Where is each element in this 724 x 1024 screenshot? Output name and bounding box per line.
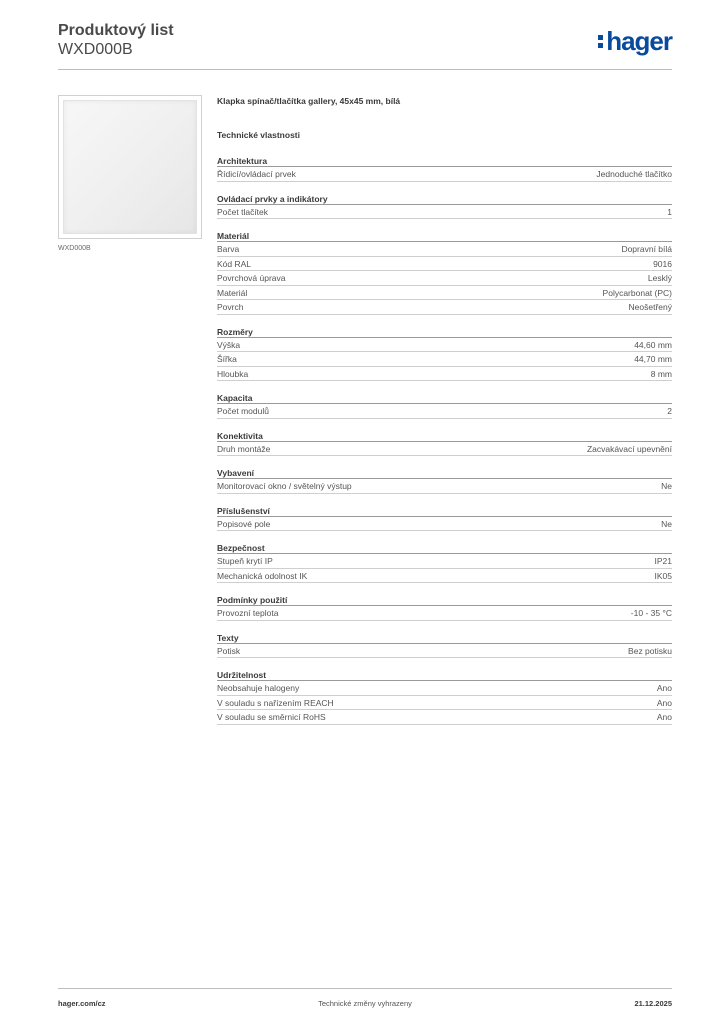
spec-row <box>217 517 672 532</box>
spec-section <box>217 594 672 621</box>
spec-row <box>217 338 672 353</box>
product-photo <box>63 100 197 234</box>
logo-dots-icon <box>598 33 604 49</box>
spec-value: Polycarbonat (PC) <box>602 287 672 298</box>
spec-section-title: Konektivita <box>217 430 672 442</box>
spec-row <box>217 404 672 419</box>
spec-row <box>217 710 672 725</box>
spec-value: IP21 <box>654 556 672 566</box>
spec-section-title: Rozměry <box>217 326 672 338</box>
spec-value: Jednoduché tlačítko <box>596 169 672 179</box>
spec-sections <box>217 155 672 725</box>
spec-label: Šířka <box>217 354 237 364</box>
spec-label: Potisk <box>217 645 241 656</box>
spec-label: Počet tlačítek <box>217 206 269 217</box>
spec-section <box>217 230 672 315</box>
spec-section-title: Bezpečnost <box>217 542 672 554</box>
spec-section <box>217 155 672 182</box>
spec-row <box>217 286 672 301</box>
spec-section <box>217 392 672 419</box>
spec-section <box>217 542 672 583</box>
spec-row <box>217 205 672 220</box>
spec-value: 2 <box>667 406 672 416</box>
page-footer <box>58 988 672 1012</box>
spec-section-title: Ovládací prvky a indikátory <box>217 193 672 205</box>
spec-label: Výška <box>217 339 241 350</box>
spec-value: Ano <box>656 712 672 722</box>
spec-row <box>217 479 672 494</box>
technical-properties-heading: Technické vlastnosti <box>217 130 300 140</box>
footer-date: 21.12.2025 <box>634 999 672 1008</box>
product-image <box>58 95 202 239</box>
spec-value: Ne <box>661 518 672 529</box>
spec-label: Počet modulů <box>217 406 269 416</box>
spec-section-title: Texty <box>217 632 672 644</box>
spec-row <box>217 696 672 711</box>
spec-row <box>217 554 672 569</box>
spec-label: Mechanická odolnost IK <box>217 570 308 581</box>
spec-row <box>217 352 672 367</box>
spec-value: Ne <box>661 481 672 491</box>
spec-section <box>217 430 672 457</box>
spec-value: 44,60 mm <box>634 339 672 350</box>
spec-value: 44,70 mm <box>634 354 672 364</box>
spec-section-title: Podmínky použití <box>217 594 672 606</box>
spec-value: 8 mm <box>650 368 672 379</box>
spec-section <box>217 193 672 220</box>
spec-label: Druh montáže <box>217 443 271 454</box>
spec-section <box>217 467 672 494</box>
spec-row <box>217 257 672 272</box>
hager-logo <box>598 26 672 57</box>
spec-label: V souladu se směrnicí RoHS <box>217 712 326 722</box>
spec-value: 9016 <box>653 258 672 269</box>
spec-value: IK05 <box>654 570 672 581</box>
spec-label: Neobsahuje halogeny <box>217 683 300 693</box>
spec-label: Popisové pole <box>217 518 271 529</box>
spec-value: Neošetřený <box>628 302 672 312</box>
spec-row <box>217 606 672 621</box>
product-name: Klapka spínač/tlačítka gallery, 45x45 mm, bílá <box>217 96 401 106</box>
spec-value: -10 - 35 °C <box>630 608 672 618</box>
logo-text: hager <box>606 26 672 56</box>
spec-label: Provozní teplota <box>217 608 279 618</box>
spec-label: Monitorovací okno / světelný výstup <box>217 481 352 491</box>
spec-label: Hloubka <box>217 368 249 379</box>
spec-row <box>217 271 672 286</box>
spec-section <box>217 505 672 532</box>
spec-section-title: Kapacita <box>217 392 672 404</box>
spec-value: 1 <box>667 206 672 217</box>
spec-value: Ano <box>656 697 672 708</box>
spec-label: Materiál <box>217 287 248 298</box>
spec-section-title: Udržitelnost <box>217 669 672 681</box>
product-code: WXD000B <box>58 41 133 58</box>
spec-value: Ano <box>656 683 672 693</box>
spec-value: Zacvakávací upevnění <box>586 443 672 454</box>
spec-row <box>217 442 672 457</box>
spec-row <box>217 367 672 382</box>
spec-row <box>217 300 672 315</box>
spec-label: Povrchová úprava <box>217 273 286 283</box>
spec-row <box>217 167 672 182</box>
spec-section <box>217 632 672 659</box>
spec-row <box>217 681 672 696</box>
product-image-caption: WXD000B <box>58 245 91 252</box>
spec-label: Stupeň krytí IP <box>217 556 273 566</box>
spec-label: Povrch <box>217 302 244 312</box>
spec-section <box>217 326 672 382</box>
spec-label: V souladu s nařízením REACH <box>217 697 334 708</box>
page-header <box>58 22 672 70</box>
spec-value: Dopravní bílá <box>621 244 672 254</box>
document-title: Produktový list <box>58 22 174 39</box>
specification-content <box>217 96 672 736</box>
spec-label: Kód RAL <box>217 258 252 269</box>
spec-label: Řídicí/ovládací prvek <box>217 169 296 179</box>
footer-website-link[interactable]: hager.com/cz <box>58 999 106 1008</box>
spec-section-title: Příslušenství <box>217 505 672 517</box>
spec-value: Bez potisku <box>628 645 672 656</box>
spec-row <box>217 644 672 659</box>
spec-section-title: Architektura <box>217 155 672 167</box>
spec-value: Lesklý <box>647 273 672 283</box>
spec-section-title: Vybavení <box>217 467 672 479</box>
spec-section <box>217 669 672 725</box>
spec-section-title: Materiál <box>217 230 672 242</box>
spec-label: Barva <box>217 244 240 254</box>
footer-notice: Technické změny vyhrazeny <box>318 999 412 1008</box>
spec-row <box>217 242 672 257</box>
spec-row <box>217 569 672 584</box>
